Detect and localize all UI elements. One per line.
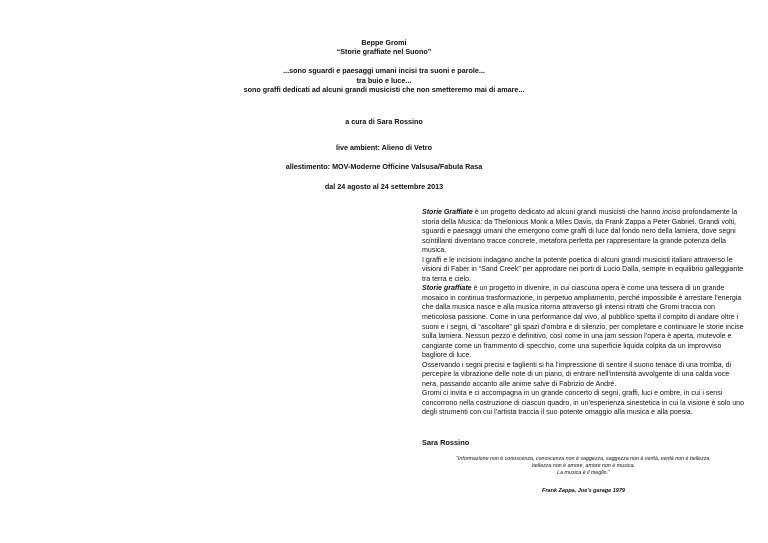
paragraph-3 <box>422 284 745 360</box>
body-text <box>422 208 745 418</box>
paragraph-1 <box>422 208 745 256</box>
quote-line-2: bellezza non è amore, amore non è musica. <box>531 463 636 469</box>
paragraph-1-text-b: profondamente la storia della Musica: da Thelonious Monk a Miles Davis, da Frank Zappa a Peter Gabriel. Grandi volti, sguardi e paesaggi umani che emergono come graffi di luce dal fondo nero della lamiera, dove segni scintillanti diventano tracce concrete, metafora perfetta per rappresentare la grande potenza della musica. <box>422 209 738 255</box>
signature: Sara Rossino <box>422 438 470 447</box>
paragraph-3-text: è un progetto in divenire, in cui ciascuna opera è come una tessera di un grande mosaico in continua trasformazione, in perpetuo ampliamento, perché impossibile è arrestare l’energia che dalla musica nasce e alla musica ritorna attraverso gli intensi ritratti che Gromi traccia con meticolosa passione. Come in una performance dal vivo, al pubblico spetta il compito di andare oltre i suoni e i segni, di “ascoltare” gli spazi d’ombra e di silenzio, per completare e continuare le storie incise sulla lamiera. Nessun pezzo è definitivo, così come in una jam session l’opera è aperta, mutevole e cangiante come un frammento di specchio, come una superficie liquida colpita da un improvviso bagliore di luce. <box>422 285 744 360</box>
exhibition-title: “Storie graffiate nel Suono” <box>336 47 432 56</box>
paragraph-1-emphasis: inciso <box>662 209 681 216</box>
live-ambient-line: live ambient: Alieno di Vetro <box>336 143 432 152</box>
paragraph-1-text-a: è un progetto dedicato ad alcuni grandi musicisti che hanno <box>472 209 663 216</box>
intro-line-1: ...sono sguardi e paesaggi umani incisi tra suoni e parole... <box>283 66 485 75</box>
staging-line: allestimento: MOV-Moderne Officine Valsusa/Fabula Rasa <box>285 162 483 171</box>
dates-line: dal 24 agosto al 24 settembre 2013 <box>324 182 444 191</box>
quote-source: Frank Zappa, Joe's garage 1979 <box>542 488 625 494</box>
curator-line: a cura di Sara Rossino <box>345 117 423 126</box>
intro-line-2: tra buio e luce... <box>356 75 412 85</box>
intro-line-3: sono graffi dedicati ad alcuni grandi musicisti che non smetteremo mai di amare... <box>243 85 525 94</box>
paragraph-5: Gromi ci invita e ci accompagna in un grande concerto di segni, graffi, luci e ombre, in cui i sensi concorrono nella costruzione di ciascun quadro, in un’esperienza sinestetica in cui la visione è solo uno degli strumenti con cui l’artista traccia il suo potente omaggio alla musica e alla poesia. <box>422 390 744 417</box>
quote-line-3: La musica è il meglio.” <box>557 470 610 476</box>
quote-line-1: “Informazione non è conoscenza, conoscenza non è saggezza, saggezza non è verità, verità non è bellezza, <box>456 456 711 462</box>
paragraph-1-title: Storie Graffiate <box>422 209 473 216</box>
author-name: Beppe Gromi <box>361 38 407 47</box>
quote <box>422 456 745 477</box>
paragraph-3-title: Storie graffiate <box>422 285 472 293</box>
paragraph-4: Osservando i segni precisi e taglienti si ha l’impressione di sentire il suono tenace di una tromba, di percepire la vibrazione delle note di un piano, di entrare nell’intensità avvolgente di una calda voce nera, passando accanto alle anime salve di Fabrizio de André. <box>422 361 732 388</box>
paragraph-2: I graffi e le incisioni indagano anche la potente poetica di alcuni grandi musicisti italiani attraverso le visioni di Faber in “Sand Creek” per approdare nei porti di Lucio Dalla, sempre in equilibrio galleggiante tra terra e cielo. <box>422 256 744 283</box>
